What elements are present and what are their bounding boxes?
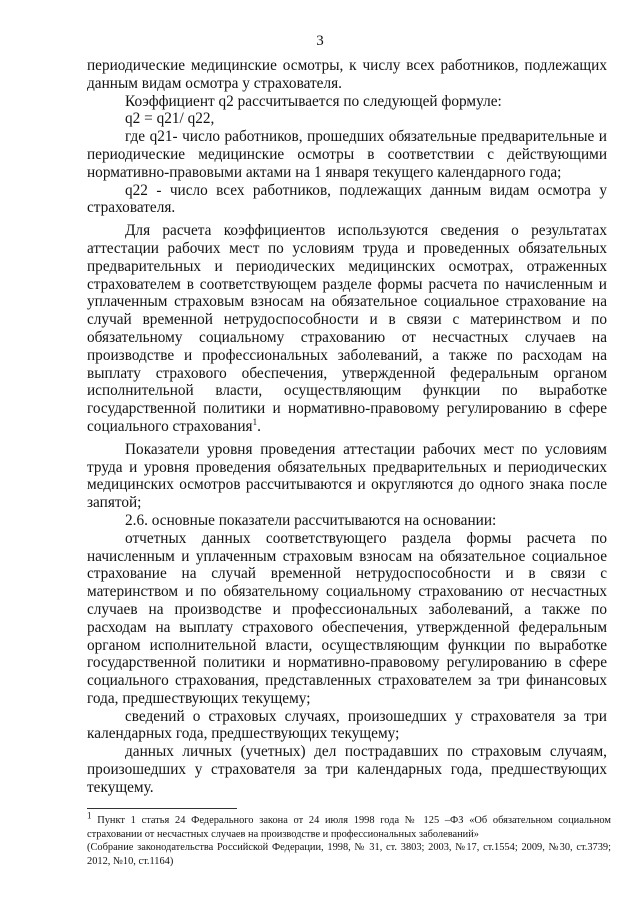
paragraph: 2.6. основные показатели рассчитываются на основании: — [125, 511, 497, 529]
footnote — [87, 810, 611, 868]
formula: q2 = q21/ q22, — [125, 110, 215, 128]
footnote-reference: 1 — [252, 416, 258, 427]
footnote-source: (Собрание законодательства Российской Федерации, 1998, № 31, ст. 3803; 2003, №17, ст.1554; 2009, №30, ст.3739; 2012, №10, ст.1164) — [87, 842, 611, 867]
paragraph: Коэффициент q2 рассчитывается по следующей формуле: — [125, 92, 502, 110]
paragraph: данных личных (учетных) дел пострадавших по страховым случаям, произошедших у страхователя за три календарных года, предшествующих текущему. — [87, 743, 607, 796]
paragraph: отчетных данных соответствующего раздела формы расчета по начисленным и уплаченным страховым взносам на обязательное социальное страхование на случай временной нетрудоспособности и в связи с материнством и по обязательному социальному страхованию от несчастных случаев на производстве и профессиональных заболеваний, а также по расходам на выплату страхового обеспечения, утвержденной федеральным органом исполнительной власти, осуществляющим функции по выработке государственной политики и нормативно-правовому регулированию в сфере социального страхования, представленных страхователем за три финансовых года, предшествующих текущему; — [87, 529, 607, 707]
paragraph: сведений о страховых случаях, произошедших у страхователя за три календарных года, предшествующих текущему; — [87, 707, 607, 743]
paragraph: где q21- число работников, прошедших обязательные предварительные и периодические медицинские осмотры в соответствии с действующими нормативно-правовыми актами на 1 января текущего календарного года; — [87, 128, 607, 181]
footnote-body: Пункт 1 статья 24 Федерального закона от 24 июля 1998 года № 125 –ФЗ «Об обязательном социальном страховании от несчастных случаев на производстве и профессиональных заболеваний» — [87, 815, 611, 840]
body-text — [87, 57, 607, 797]
footnote-text — [87, 810, 611, 841]
paragraph: Для расчета коэффициентов используются сведения о результатах аттестации рабочих мест по условиям труда и проведенных обязательных предварительных и периодических медицинских осмотрах, отраженных страхователем в соответствующем разделе формы расчета по начисленным и уплаченным страховым взносам на обязательное социальное страхование на случай временной нетрудоспособности и в связи с материнством и по обязательному социальному страхованию от несчастных случаев на производстве и профессиональных заболеваний, а также по расходам на выплату страхового обеспечения, утвержденной федеральным органом исполнительной власти, осуществляющим функции по выработке государственной политики и нормативно-правовому регулированию в сфере социального страхования$^1$. — [87, 222, 607, 435]
paragraph: периодические медицинские осмотры, к числу всех работников, подлежащих данным видам осмотра у страхователя. — [87, 57, 607, 92]
footnote-marker: 1 — [87, 810, 92, 821]
page-number: 3 — [316, 33, 324, 49]
paragraph: q22 - число всех работников, подлежащих данным видам осмотра у страхователя. — [87, 181, 607, 217]
paragraph-text: Для расчета коэффициентов используются сведения о результатах аттестации рабочих мест по условиям труда и проведенных обязательных предварительных и периодических медицинских осмотрах, отраженных страхователем в соответствующем разделе формы расчета по начисленным и уплаченным страховым взносам на обязательное социальное страхование на случай временной нетрудоспособности и в связи с материнством и по обязательному социальному страхованию от несчастных случаев на производстве и профессиональных заболеваний, а также по расходам на выплату страхового обеспечения, утвержденной федеральным органом исполнительной власти, осуществляющим функции по выработке государственной политики и нормативно-правовому регулированию в сфере социального страхования — [87, 222, 607, 435]
footnote-divider — [87, 808, 237, 809]
paragraph: Показатели уровня проведения аттестации рабочих мест по условиям труда и уровня проведения обязательных предварительных и периодических медицинских осмотров рассчитываются и округляются до одного знака после запятой; — [87, 440, 607, 512]
